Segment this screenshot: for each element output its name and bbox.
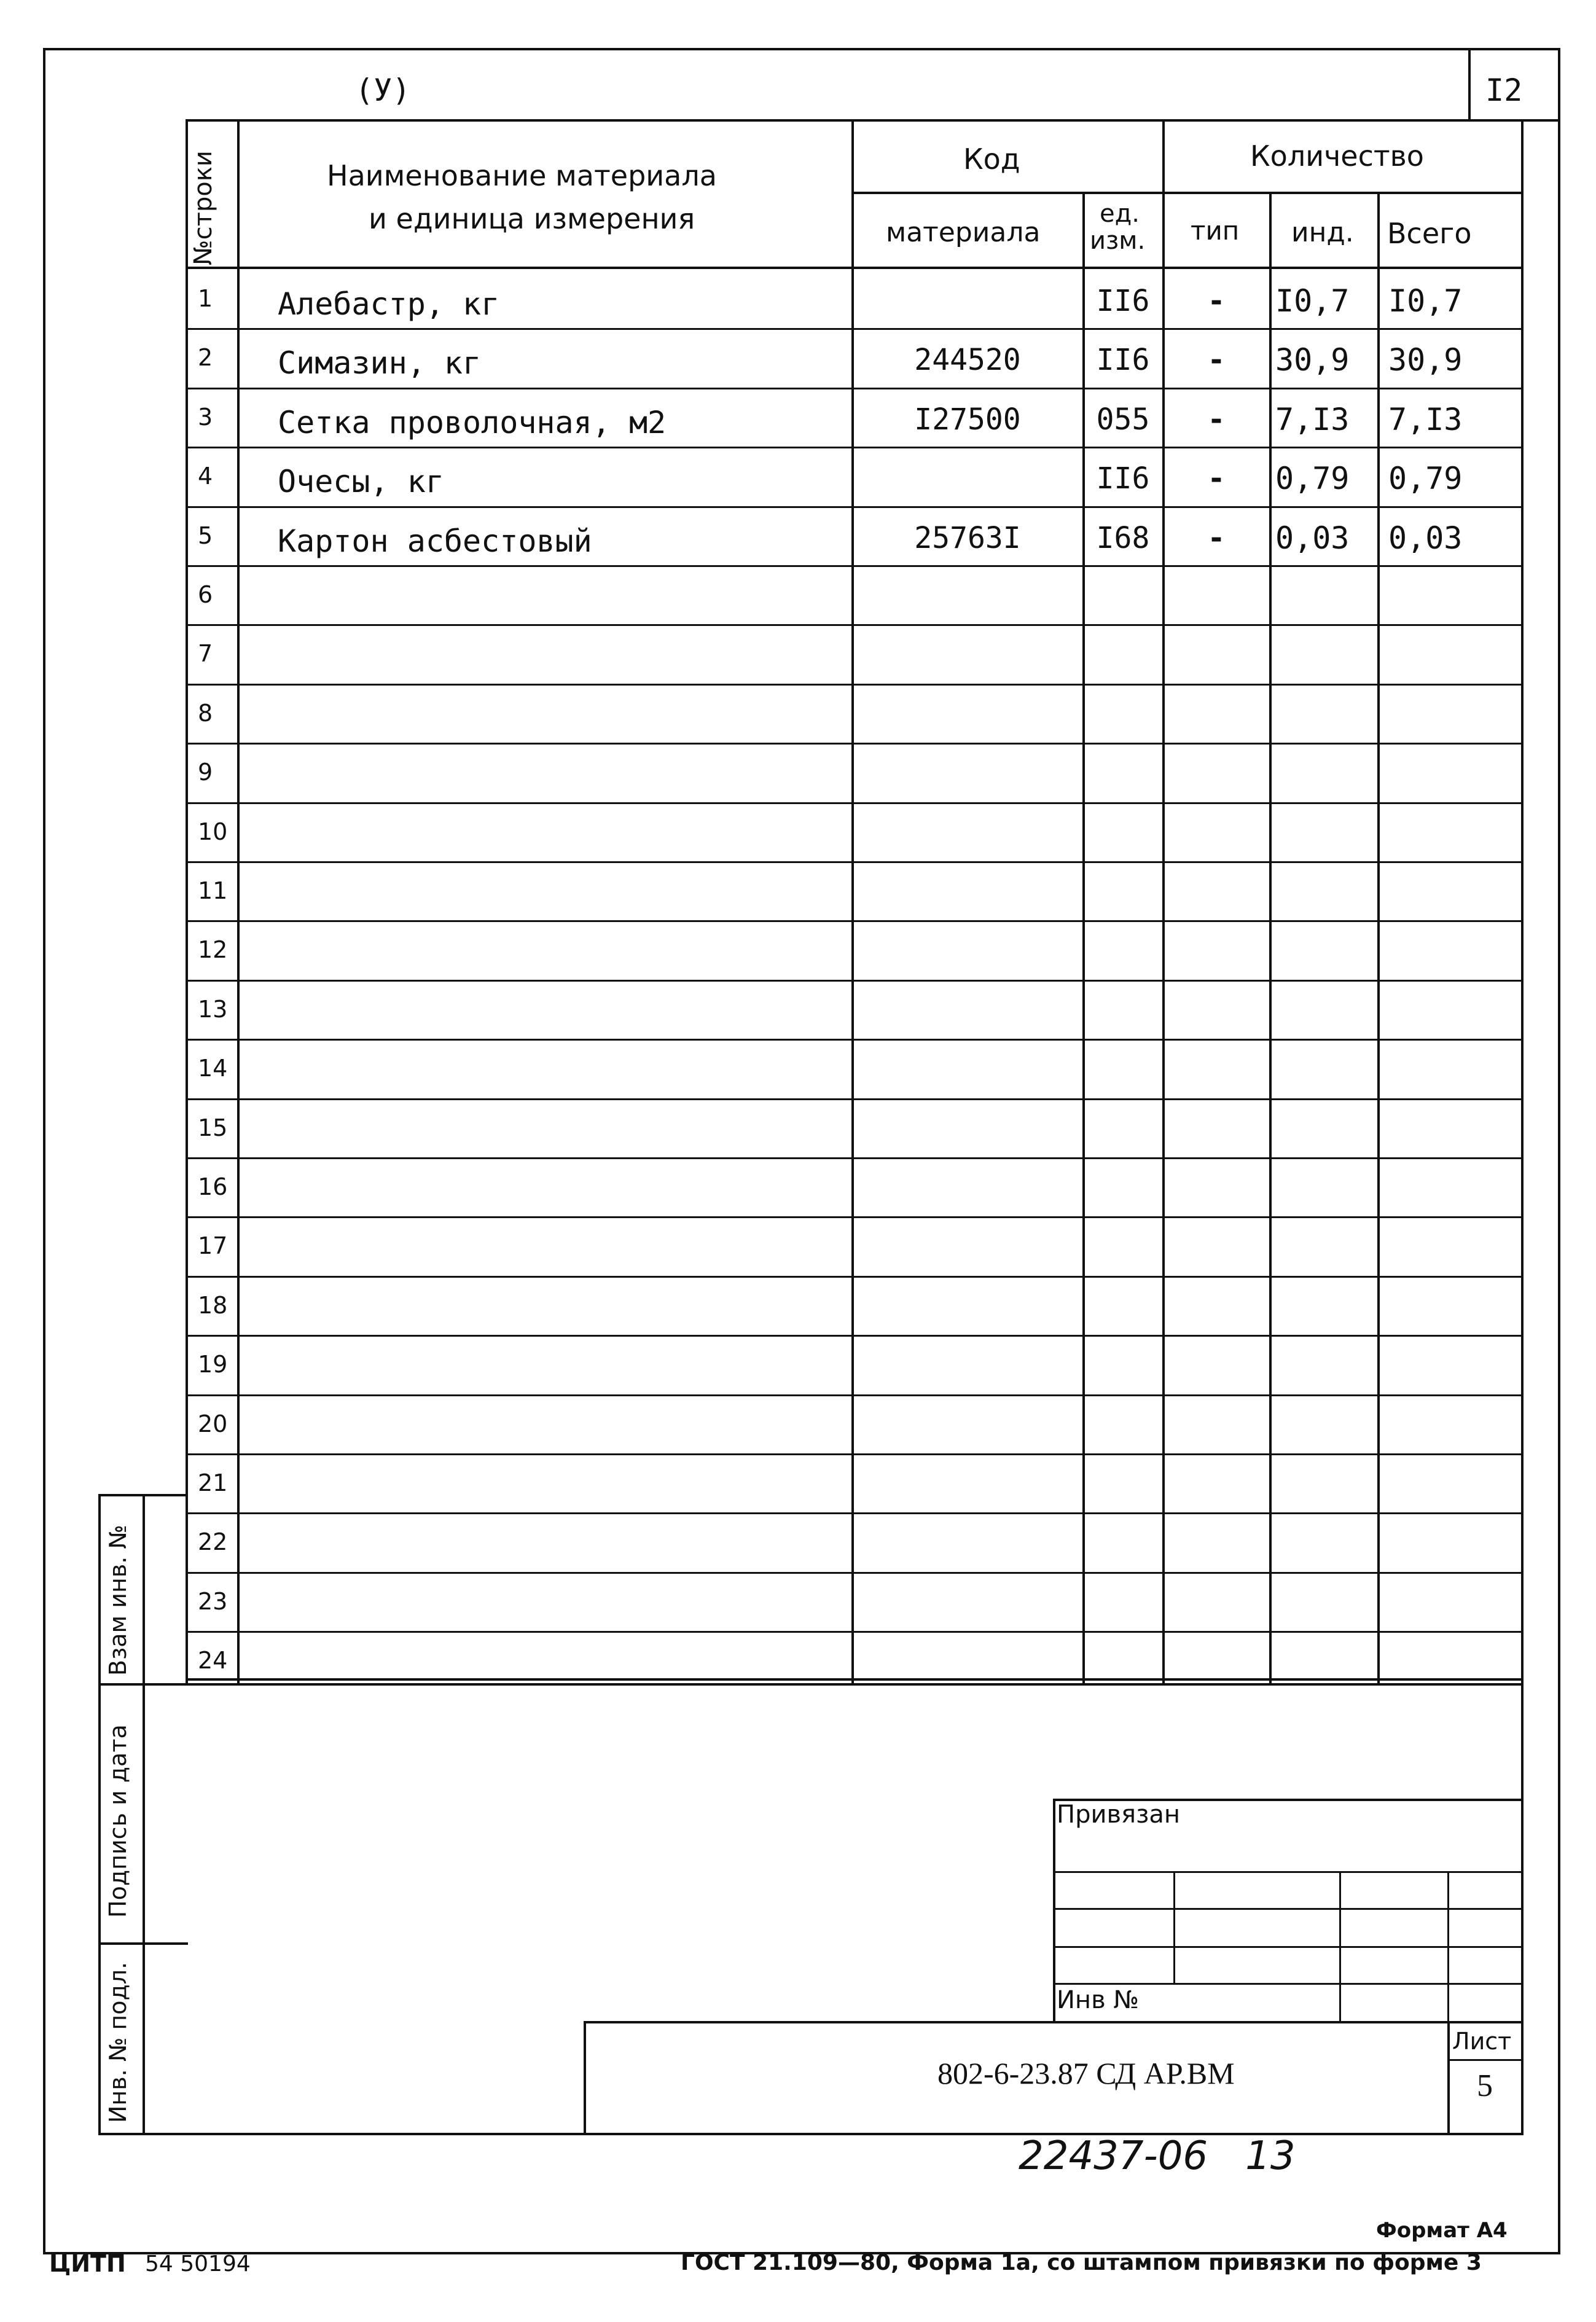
list-number: 5: [1477, 2068, 1493, 2103]
privyazan-col1: [1173, 1871, 1175, 1983]
row-number: 16: [198, 1173, 228, 1200]
privyazan-col2: [1339, 1871, 1341, 2022]
row-number: 5: [198, 522, 213, 549]
row-divider: [186, 1039, 1524, 1041]
list-box-divider: [1447, 2059, 1524, 2061]
total-header: Всего: [1387, 217, 1472, 250]
row-number: 9: [198, 759, 213, 786]
row-number: 12: [198, 936, 228, 963]
material-header: материала: [886, 217, 1041, 248]
material-name: Симазин, кг: [278, 345, 482, 381]
row-number: 18: [198, 1292, 228, 1319]
list-label: Лист: [1452, 2028, 1512, 2055]
total-value: I0,7: [1388, 283, 1463, 319]
type-value: -: [1210, 402, 1222, 437]
col-divider-right: [1521, 192, 1524, 1683]
unit-header-line1: ед.: [1100, 200, 1140, 228]
row-divider: [186, 1512, 1524, 1514]
unit-code: I68: [1096, 521, 1150, 555]
total-value: 30,9: [1388, 342, 1463, 378]
material-name: Сетка проволочная, м2: [278, 405, 667, 440]
material-code: 25763I: [914, 521, 1021, 555]
handwritten-number: 22437-06 13: [1019, 2133, 1296, 2179]
corner-mark: (У): [355, 72, 411, 108]
row-divider: [186, 1157, 1524, 1159]
doc-code: 802-6-23.87 СД АР.ВМ: [937, 2056, 1235, 2090]
stamp-top: [186, 1683, 1524, 1686]
col-divider-quantity: [1162, 119, 1165, 1683]
row-divider: [186, 1572, 1524, 1574]
inv-no-label: Инв №: [1057, 1986, 1139, 2014]
material-code: 244520: [914, 343, 1021, 377]
privyazan-label: Привязан: [1057, 1800, 1181, 1829]
row-number: 7: [198, 640, 213, 667]
table-top-border: [186, 119, 1524, 122]
stamp-bottom: [186, 2133, 1524, 2135]
row-divider: [186, 1098, 1524, 1100]
order-number: 54 50194: [145, 2251, 251, 2277]
quantity-header: Количество: [1250, 139, 1424, 173]
row-divider: [186, 1335, 1524, 1337]
row-divider: [186, 1453, 1524, 1455]
podpis-data-label: Подпись и дата: [104, 1724, 131, 1918]
name-header-line2: и единица измерения: [369, 202, 695, 235]
type-value: -: [1210, 343, 1222, 377]
gost-label: ГОСТ 21.109—80, Форма 1а, со штампом привязки по форме 3: [681, 2250, 1482, 2275]
privyazan-left: [1053, 1799, 1055, 2022]
row-number: 2: [198, 344, 213, 371]
side-stamp-left: [98, 1494, 101, 2134]
privyazan-line2: [1053, 1908, 1524, 1910]
vzam-inv-label: Взам инв. №: [104, 1525, 131, 1676]
row-divider: [186, 565, 1524, 567]
row-divider: [186, 1394, 1524, 1396]
row-number: 21: [198, 1469, 228, 1496]
row-number: 13: [198, 996, 228, 1023]
type-value: -: [1210, 284, 1222, 318]
row-divider: [186, 1631, 1524, 1633]
type-value: -: [1210, 461, 1222, 496]
row-divider: [186, 328, 1524, 330]
row-number: 6: [198, 581, 213, 608]
privyazan-line4: [1053, 1983, 1524, 1985]
row-divider: [186, 447, 1524, 448]
doc-code-top: [584, 2021, 1524, 2023]
row-number: 11: [198, 877, 228, 904]
row-number: 3: [198, 404, 213, 431]
total-value: 0,03: [1388, 520, 1463, 556]
list-box-left: [1447, 2021, 1450, 2134]
row-number: 23: [198, 1588, 228, 1615]
row-divider: [186, 920, 1524, 922]
row-number: 8: [198, 700, 213, 727]
unit-code: II6: [1096, 461, 1150, 496]
name-header-line1: Наименование материала: [327, 159, 717, 192]
inv-podl-label: Инв. № подл.: [104, 1961, 131, 2123]
material-code: I27500: [914, 402, 1021, 437]
material-name: Алебастр, кг: [278, 286, 500, 322]
col-divider-code: [851, 119, 854, 1683]
row-number: 22: [198, 1528, 228, 1555]
unit-code: II6: [1096, 343, 1150, 377]
unit-code: 055: [1096, 402, 1150, 437]
table-bottom-inner: [186, 1678, 1524, 1681]
row-divider: [186, 861, 1524, 863]
row-divider: [186, 1276, 1524, 1278]
col-divider-name: [237, 119, 240, 1683]
row-divider: [186, 506, 1524, 508]
side-stamp-mid: [143, 1494, 145, 2134]
row-number-header: №строки: [189, 150, 217, 265]
row-number: 10: [198, 818, 228, 845]
row-divider: [186, 802, 1524, 804]
ind-value: 30,9: [1275, 342, 1350, 378]
material-code: [854, 269, 1081, 328]
type-header: тип: [1191, 216, 1240, 246]
row-number: 17: [198, 1232, 228, 1259]
row-number: 15: [198, 1114, 228, 1141]
table-header-bottom: [186, 267, 1524, 269]
material-name: Картон асбестовый: [278, 523, 592, 559]
ind-value: 0,03: [1275, 520, 1350, 556]
col-divider-unit: [1082, 192, 1085, 1683]
material-code: [854, 447, 1081, 506]
sheet-box-left: [1468, 48, 1471, 120]
row-number: 20: [198, 1410, 228, 1437]
row-divider: [186, 980, 1524, 982]
row-number: 19: [198, 1351, 228, 1378]
ind-value: 0,79: [1275, 461, 1350, 496]
privyazan-line3: [1053, 1946, 1524, 1948]
row-divider: [186, 388, 1524, 389]
doc-code-left: [584, 2021, 586, 2134]
org-label: ЦИТП: [49, 2250, 126, 2277]
type-value: -: [1210, 521, 1222, 555]
sheet-number-top: I2: [1485, 72, 1523, 108]
ind-value: 7,I3: [1275, 402, 1350, 437]
total-value: 7,I3: [1388, 402, 1463, 437]
row-number: 4: [198, 463, 213, 490]
col-divider-ind: [1269, 192, 1272, 1683]
table-left-border: [186, 119, 188, 1683]
privyazan-line1: [1053, 1871, 1524, 1873]
row-number: 14: [198, 1055, 228, 1082]
material-name: Очесы, кг: [278, 464, 444, 499]
row-number: 1: [198, 285, 213, 312]
row-divider: [186, 743, 1524, 745]
unit-header-line2: изм.: [1090, 227, 1146, 255]
row-divider: [186, 624, 1524, 626]
total-value: 0,79: [1388, 461, 1463, 496]
row-number: 24: [198, 1647, 228, 1674]
format-label: Формат А4: [1376, 2218, 1508, 2243]
unit-code: II6: [1096, 284, 1150, 318]
row-divider: [186, 684, 1524, 686]
header-sub-divider: [851, 192, 1524, 194]
ind-value: I0,7: [1275, 283, 1350, 319]
code-header: Код: [963, 143, 1020, 176]
ind-header: инд.: [1291, 217, 1354, 248]
row-divider: [186, 1216, 1524, 1218]
col-divider-total: [1377, 192, 1380, 1683]
privyazan-col3: [1447, 1871, 1449, 2022]
